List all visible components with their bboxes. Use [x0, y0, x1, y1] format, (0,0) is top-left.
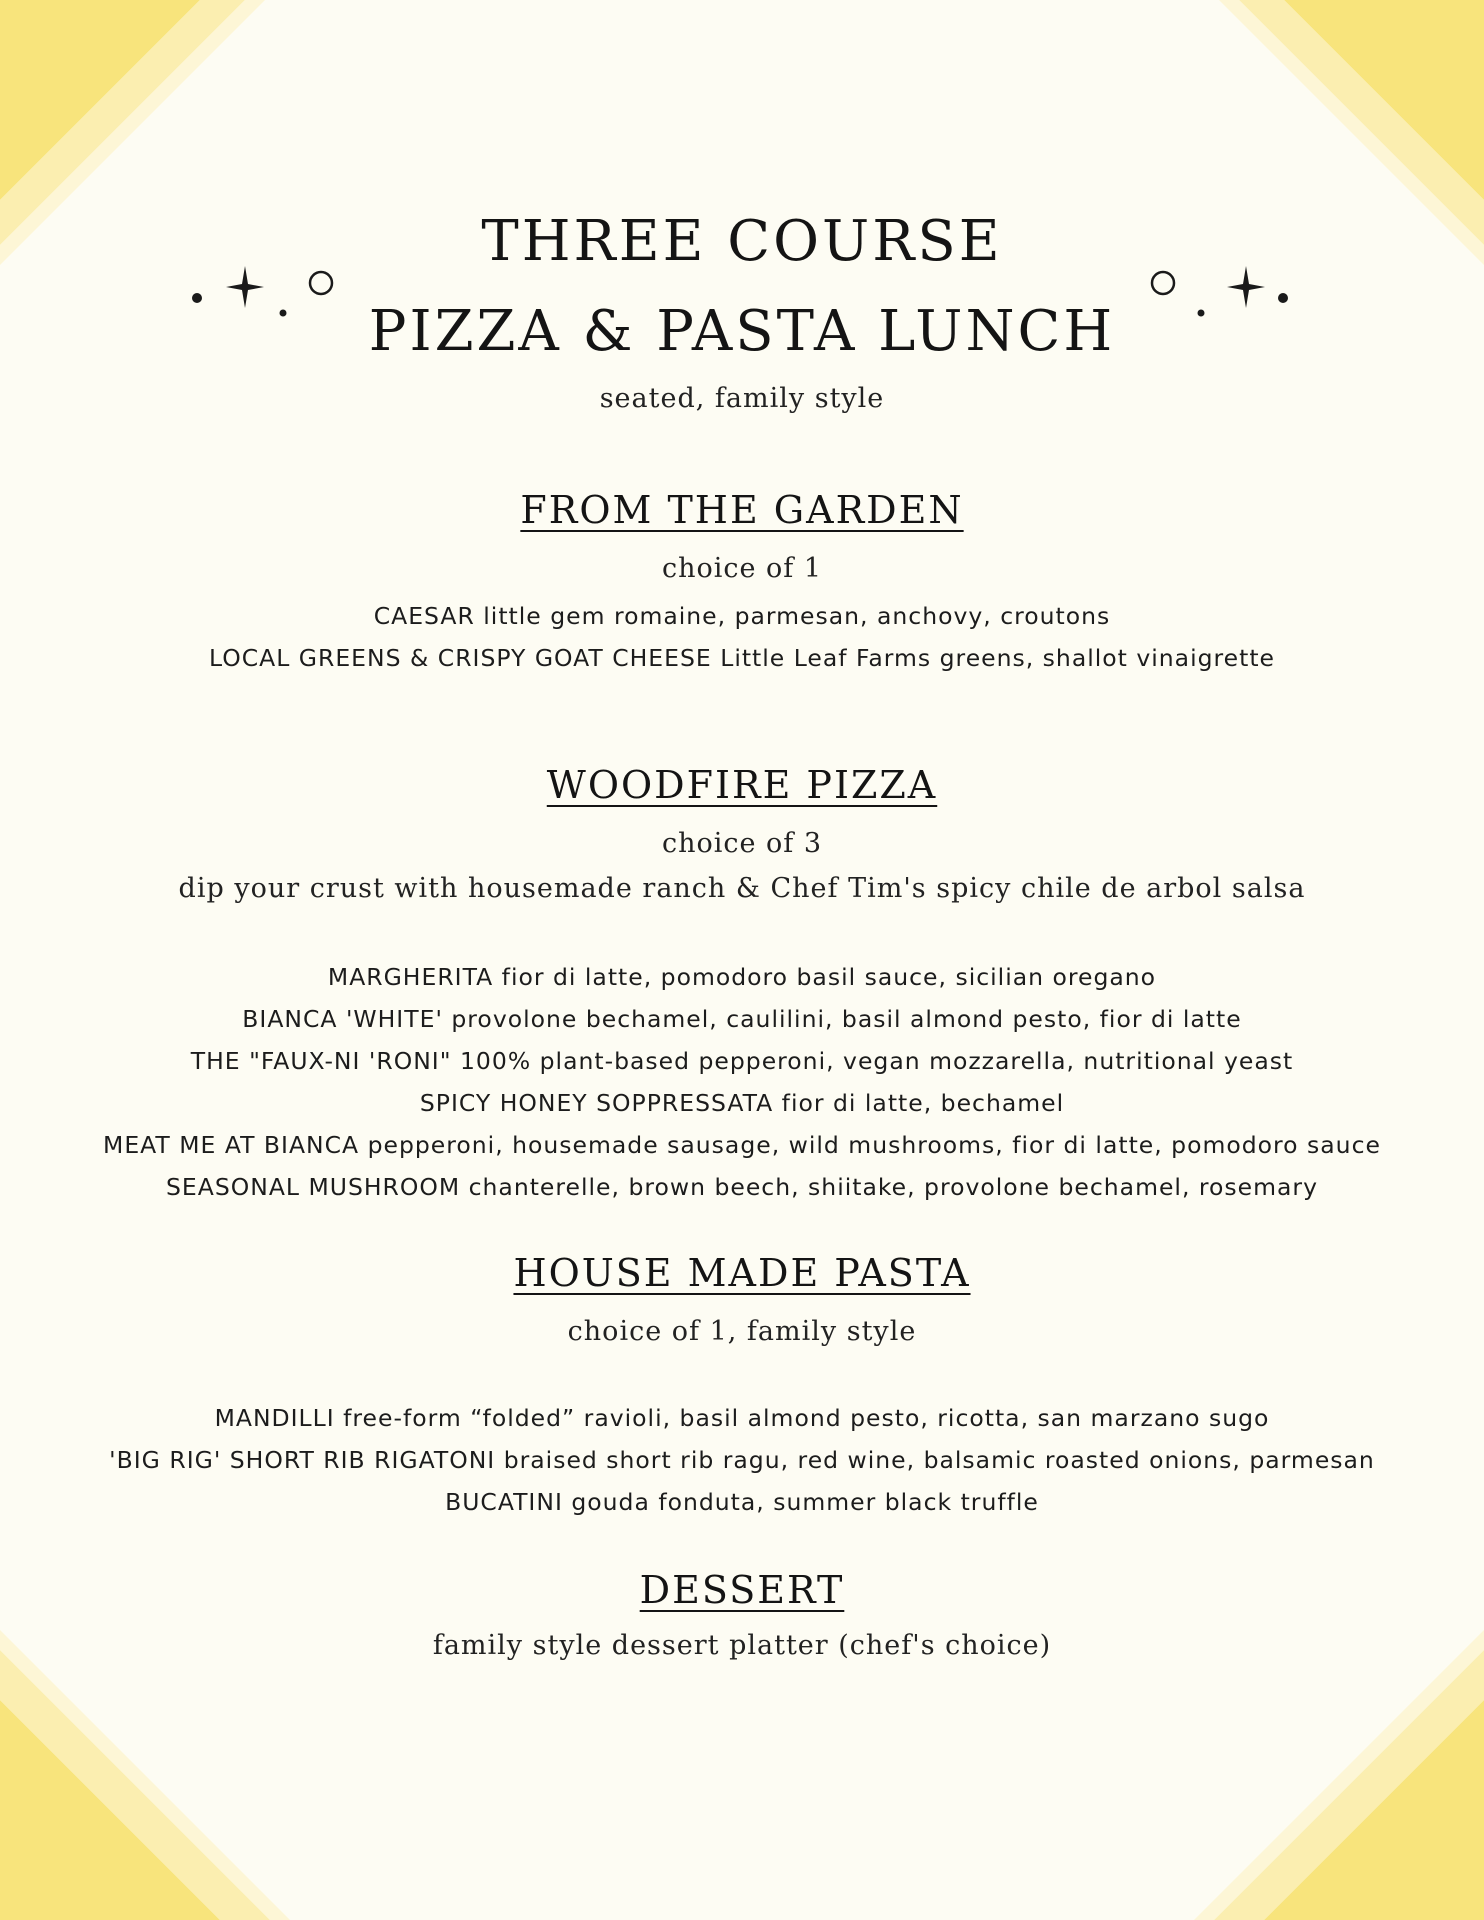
menu-item: BIANCA 'WHITE' provolone bechamel, caulilini, basil almond pesto, fior di latte: [242, 1005, 1242, 1033]
menu-subtitle: seated, family style: [599, 383, 885, 414]
menu-item: 'BIG RIG' SHORT RIB RIGATONI braised short rib ragu, red wine, balsamic roasted onions, parmesan: [109, 1446, 1375, 1474]
pizza-choice: choice of 3: [661, 828, 823, 859]
menu-item: MANDILLI free-form “folded” ravioli, basil almond pesto, ricotta, san marzano sugo: [214, 1404, 1270, 1432]
dessert-heading-text: DESSERT: [639, 1568, 845, 1612]
pasta-items: [0, 1397, 1484, 1523]
pizza-items: [0, 956, 1484, 1208]
garden-items: [0, 595, 1484, 679]
dessert-choice: family style dessert platter (chef's choice): [432, 1630, 1052, 1661]
pizza-heading-text: WOODFIRE PIZZA: [546, 763, 938, 807]
menu-title-line2: PIZZA & PASTA LUNCH: [368, 299, 1116, 364]
pasta-heading-text: HOUSE MADE PASTA: [513, 1251, 971, 1295]
menu-item: LOCAL GREENS & CRISPY GOAT CHEESE Little Leaf Farms greens, shallot vinaigrette: [208, 644, 1276, 672]
menu-item: CAESAR little gem romaine, parmesan, anchovy, croutons: [373, 602, 1111, 630]
garden-heading-text: FROM THE GARDEN: [520, 488, 964, 532]
menu-item: SEASONAL MUSHROOM chanterelle, brown beech, shiitake, provolone bechamel, rosemary: [166, 1173, 1318, 1201]
garden-choice: choice of 1: [661, 553, 823, 584]
menu-item: MEAT ME AT BIANCA pepperoni, housemade sausage, wild mushrooms, fior di latte, pomodoro sauce: [103, 1131, 1381, 1159]
section-heading-garden: [0, 488, 1484, 532]
menu-item: SPICY HONEY SOPPRESSATA fior di latte, bechamel: [419, 1089, 1065, 1117]
menu-item: THE "FAUX-NI 'RONI" 100% plant-based pepperoni, vegan mozzarella, nutritional yeast: [190, 1047, 1294, 1075]
pizza-note: dip your crust with housemade ranch & Chef Tim's spicy chile de arbol salsa: [178, 873, 1306, 904]
section-heading-pasta: [0, 1251, 1484, 1295]
menu-title-line1: THREE COURSE: [481, 209, 1003, 274]
menu-item: BUCATINI gouda fonduta, summer black truffle: [445, 1488, 1039, 1516]
section-heading-dessert: [0, 1568, 1484, 1612]
section-heading-pizza: [0, 763, 1484, 807]
pasta-choice: choice of 1, family style: [567, 1316, 917, 1347]
menu-item: MARGHERITA fior di latte, pomodoro basil sauce, sicilian oregano: [327, 963, 1157, 991]
